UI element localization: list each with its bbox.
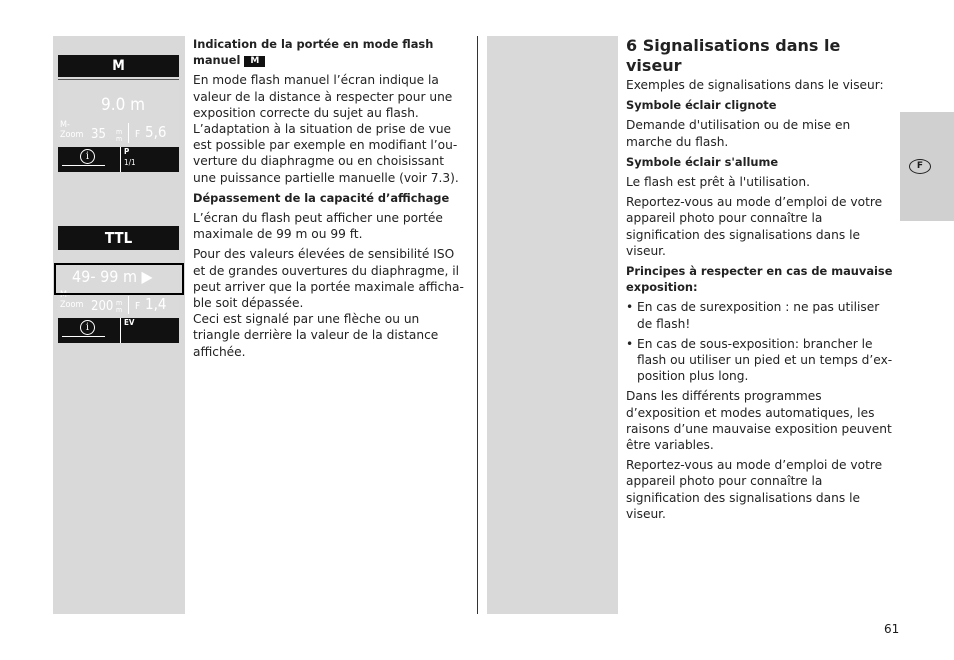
middle-gray-bar	[487, 36, 618, 614]
page-number: 61	[884, 622, 900, 636]
paragraph: En mode flash manuel l’écran indique la valeur de la distance à respecter pour une exposition correcte du sujet au flash. L’adaptation à la situation de prise de vue est possible par exemple en modifiant l’ou-verture du diaphragme ou en choisissant une puissance partielle manuelle (voir 7.3).	[193, 73, 459, 185]
left-text-column	[193, 36, 469, 364]
list-item-text: En cas de sous-exposition: brancher le flash ou utiliser un pied et un temps d’ex-position plus long.	[637, 336, 893, 384]
bullet-icon: •	[626, 300, 634, 315]
paragraph: Reportez-vous au mode d’emploi de votre appareil photo pour connaître la signification des signalisations dans le viseur.	[626, 458, 883, 521]
heading-flash-on: Symbole éclair s'allume	[626, 154, 779, 169]
zoom-unit: m m	[116, 299, 123, 314]
footer-divider	[120, 147, 121, 172]
aperture-value: 1,4	[145, 295, 167, 313]
footer-value: 1/1	[124, 158, 136, 167]
info-underline	[62, 336, 105, 337]
display-mode-header	[58, 226, 179, 250]
footer-label: EV	[124, 318, 135, 327]
column-divider	[477, 36, 478, 614]
display-mode-label: M	[112, 58, 125, 74]
paragraph: Reportez-vous au mode d’emploi de votre appareil photo pour connaître la signification des signalisations dans le viseur.	[626, 195, 883, 258]
section-title: 6 Signalisations dans le viseur	[626, 36, 841, 75]
display-footer	[58, 318, 179, 343]
aperture-label: F	[135, 301, 141, 312]
bullet-list	[626, 299, 898, 384]
list-item-text: En cas de surexposition : ne pas utiliser de flash!	[637, 300, 880, 331]
bullet-icon: •	[626, 336, 634, 351]
info-icon: i	[80, 320, 95, 335]
footer-divider	[120, 318, 121, 343]
list-item	[626, 336, 898, 385]
zoom-label: M- Zoom	[60, 290, 84, 310]
distance-highlight-box	[54, 263, 184, 295]
display-footer	[58, 147, 179, 172]
footer-label: P	[124, 147, 130, 156]
zoom-unit: m m	[116, 128, 123, 143]
paragraph: Exemples de signalisations dans le viseur:	[626, 78, 884, 92]
heading-overflow: Dépassement de la capacité d’affichage	[193, 190, 450, 205]
right-text-column	[626, 36, 898, 526]
heading-manual-range	[193, 36, 469, 68]
zoom-label: M- Zoom	[60, 120, 84, 140]
zoom-value: 35	[91, 127, 106, 142]
paragraph: Le flash est prêt à l'utilisation.	[626, 175, 810, 190]
display-distance: 9.0 m	[101, 95, 146, 115]
aperture-value: 5,6	[145, 123, 167, 141]
paragraph: Pour des valeurs élevées de sensibilité ISO et de grandes ouvertures du diaphragme, il peut arriver que la portée maximale afficha-ble soit dépassée. Ceci est signalé par une flèche ou un triangle derrière la valeur de la distance affichée.	[193, 247, 464, 359]
paragraph: Dans les différents programmes d’exposition et modes automatiques, les raisons d’une mauvaise exposition peuvent être variables.	[626, 389, 892, 453]
display-separator	[58, 79, 179, 80]
paragraph: Demande d'utilisation ou de mise en marche du flash.	[626, 118, 851, 149]
info-underline	[62, 165, 105, 166]
info-icon: i	[80, 149, 95, 164]
heading-flash-blinks: Symbole éclair clignote	[626, 98, 777, 113]
display-distance: 49- 99 m ▶	[72, 267, 153, 286]
list-item	[626, 299, 898, 331]
display-divider	[128, 296, 129, 314]
heading-exposure-rules: Principes à respecter en cas de mauvaise exposition:	[626, 264, 893, 295]
display-mode-label: TTL	[104, 229, 133, 247]
zoom-value: 200	[91, 299, 114, 314]
heading-text: Indication de la portée en mode flash manuel	[193, 37, 434, 68]
display-divider	[128, 123, 129, 143]
mode-chip: M	[244, 56, 265, 67]
display-mode-header	[58, 55, 179, 77]
aperture-label: F	[135, 129, 141, 140]
flash-display-manual	[58, 55, 179, 172]
paragraph: L’écran du flash peut afficher une portée maximale de 99 m ou 99 ft.	[193, 211, 443, 242]
language-tab	[900, 112, 954, 221]
language-badge: F	[909, 159, 931, 174]
